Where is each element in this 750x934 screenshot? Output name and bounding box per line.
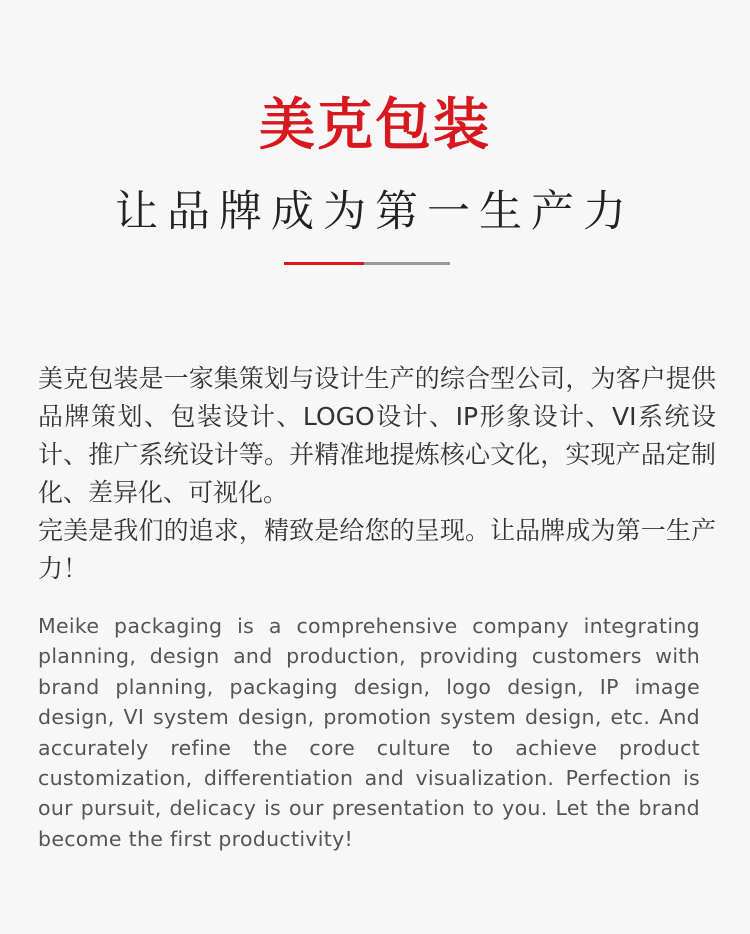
chinese-intro-paragraph-2: 完美是我们的追求，精致是给您的呈现。让品牌成为第一生产力！ — [38, 516, 716, 583]
english-introduction — [38, 611, 700, 854]
chinese-introduction — [38, 360, 716, 588]
divider-red-segment — [284, 262, 364, 265]
divider-gray-segment — [364, 262, 450, 265]
slogan-heading: 让品牌成为第一生产力 — [115, 187, 635, 237]
title-divider — [284, 262, 450, 265]
brand-logo-text: 美克包装 — [259, 93, 491, 158]
english-intro-paragraph: Meike packaging is a comprehensive company integrating planning, design and production, providing customers with brand planning, packaging design, logo design, IP image design, VI system design, promotion system design, etc. And accurately refine the core culture to achieve product customization, differentiation and visualization. Perfection is our pursuit, delicacy is our presentation to you. Let the brand become the first productivity! — [38, 614, 700, 851]
chinese-intro-paragraph-1: 美克包装是一家集策划与设计生产的综合型公司，为客户提供品牌策划、包装设计、LOGO设计、IP形象设计、VI系统设计、推广系统设计等。并精准地提炼核心文化，实现产品定制化、差异化、可视化。 — [38, 364, 716, 507]
